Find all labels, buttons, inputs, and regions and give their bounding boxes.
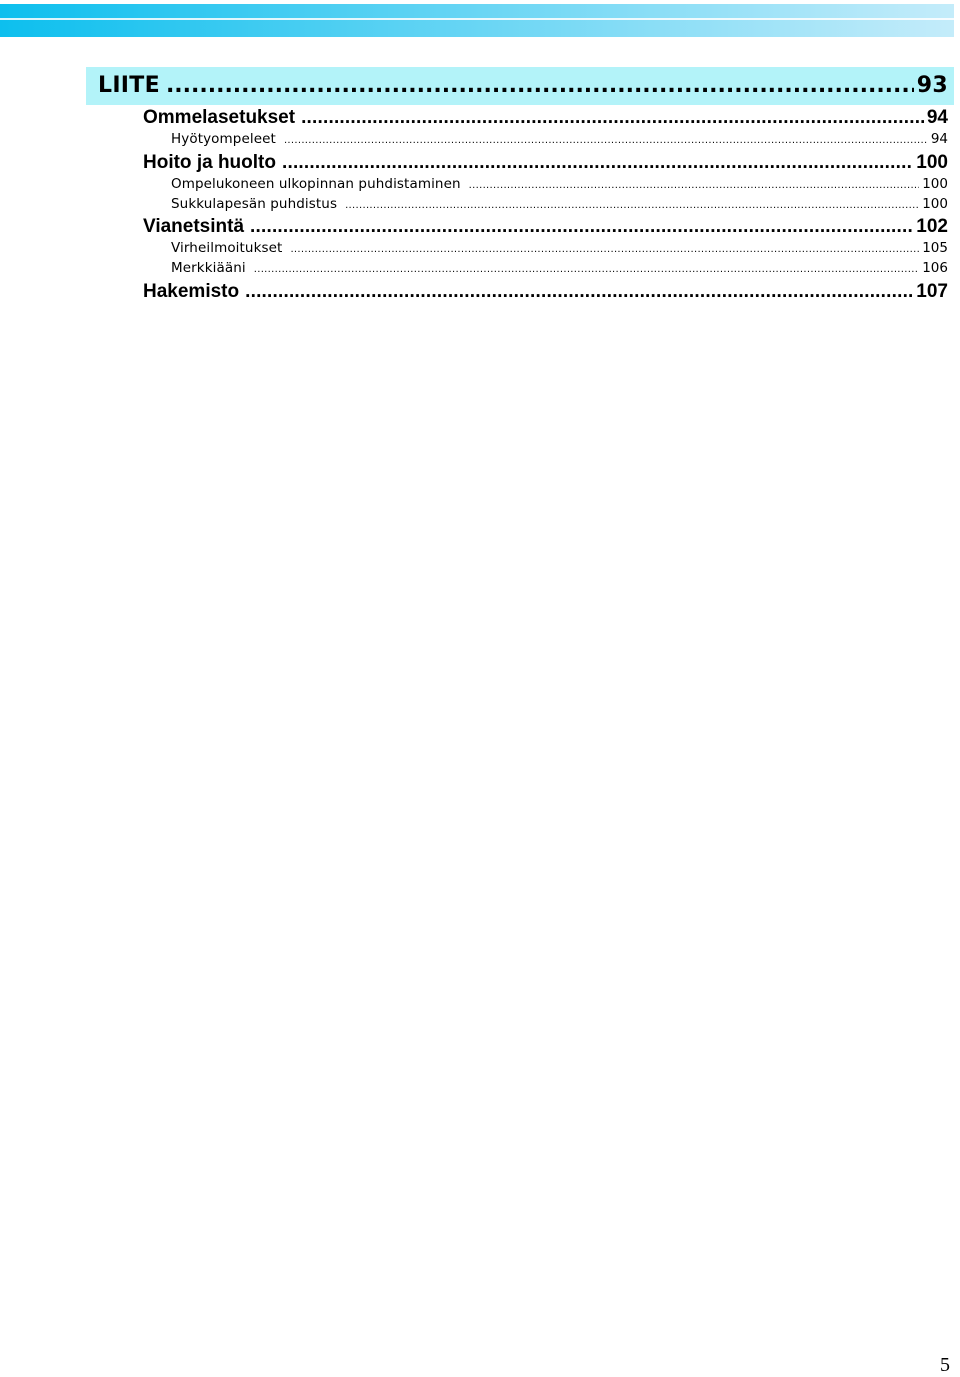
toc-section-hakemisto [143, 281, 948, 305]
chapter-heading [86, 67, 954, 105]
leader-dots [254, 260, 919, 276]
toc-subentry[interactable] [143, 240, 948, 260]
toc-section-ommelasetukset [143, 107, 948, 151]
toc-entry-page: 100 [916, 152, 948, 173]
leader-dots [469, 176, 920, 192]
toc-subentry[interactable] [143, 196, 948, 216]
toc-subentry-page: 106 [922, 260, 948, 276]
toc-subentry-title: Hyötyompeleet [171, 131, 276, 147]
toc-entry-page: 94 [926, 107, 948, 128]
toc-entry[interactable] [143, 107, 948, 131]
page-number: 5 [940, 1354, 950, 1376]
toc-entry[interactable] [143, 152, 948, 176]
toc-entry-title: Ommelasetukset [143, 107, 296, 128]
toc-entry[interactable] [143, 281, 948, 305]
toc-entry-page: 102 [916, 216, 948, 237]
chapter-entry[interactable] [98, 73, 948, 98]
toc-subentry-title: Virheilmoitukset [171, 240, 283, 256]
toc-subentry-page: 94 [930, 131, 948, 147]
toc-subentry-page: 105 [922, 240, 948, 256]
leader-dots [284, 131, 928, 147]
toc-entry[interactable] [143, 216, 948, 240]
toc-subentry-title: Merkkiääni [171, 260, 246, 276]
chapter-title: LIITE [98, 73, 160, 98]
chapter-page: 93 [916, 73, 948, 98]
toc-entry-title: Hoito ja huolto [143, 152, 276, 173]
chapter-leader-dots [166, 73, 914, 98]
toc-section-hoito [143, 152, 948, 216]
leader-dots [282, 152, 913, 174]
toc-entry-title: Hakemisto [143, 281, 240, 302]
leader-dots [245, 281, 913, 303]
header-band-graphic [0, 4, 954, 37]
header-color-band [0, 4, 954, 37]
toc-subentry-title: Sukkulapesän puhdistus [171, 196, 338, 212]
toc-section-vianetsinta [143, 216, 948, 280]
toc-subentry[interactable] [143, 260, 948, 280]
leader-dots [345, 196, 919, 212]
toc-subentry[interactable] [143, 176, 948, 196]
leader-dots [301, 107, 924, 129]
toc-entry-title: Vianetsintä [143, 216, 245, 237]
toc-entry-page: 107 [916, 281, 948, 302]
toc-subentry-title: Ompelukoneen ulkopinnan puhdistaminen [171, 176, 461, 192]
leader-dots [250, 216, 913, 238]
leader-dots [290, 240, 919, 256]
toc-subentry-page: 100 [922, 176, 948, 192]
toc-subentry[interactable] [143, 131, 948, 151]
toc-subentry-page: 100 [922, 196, 948, 212]
